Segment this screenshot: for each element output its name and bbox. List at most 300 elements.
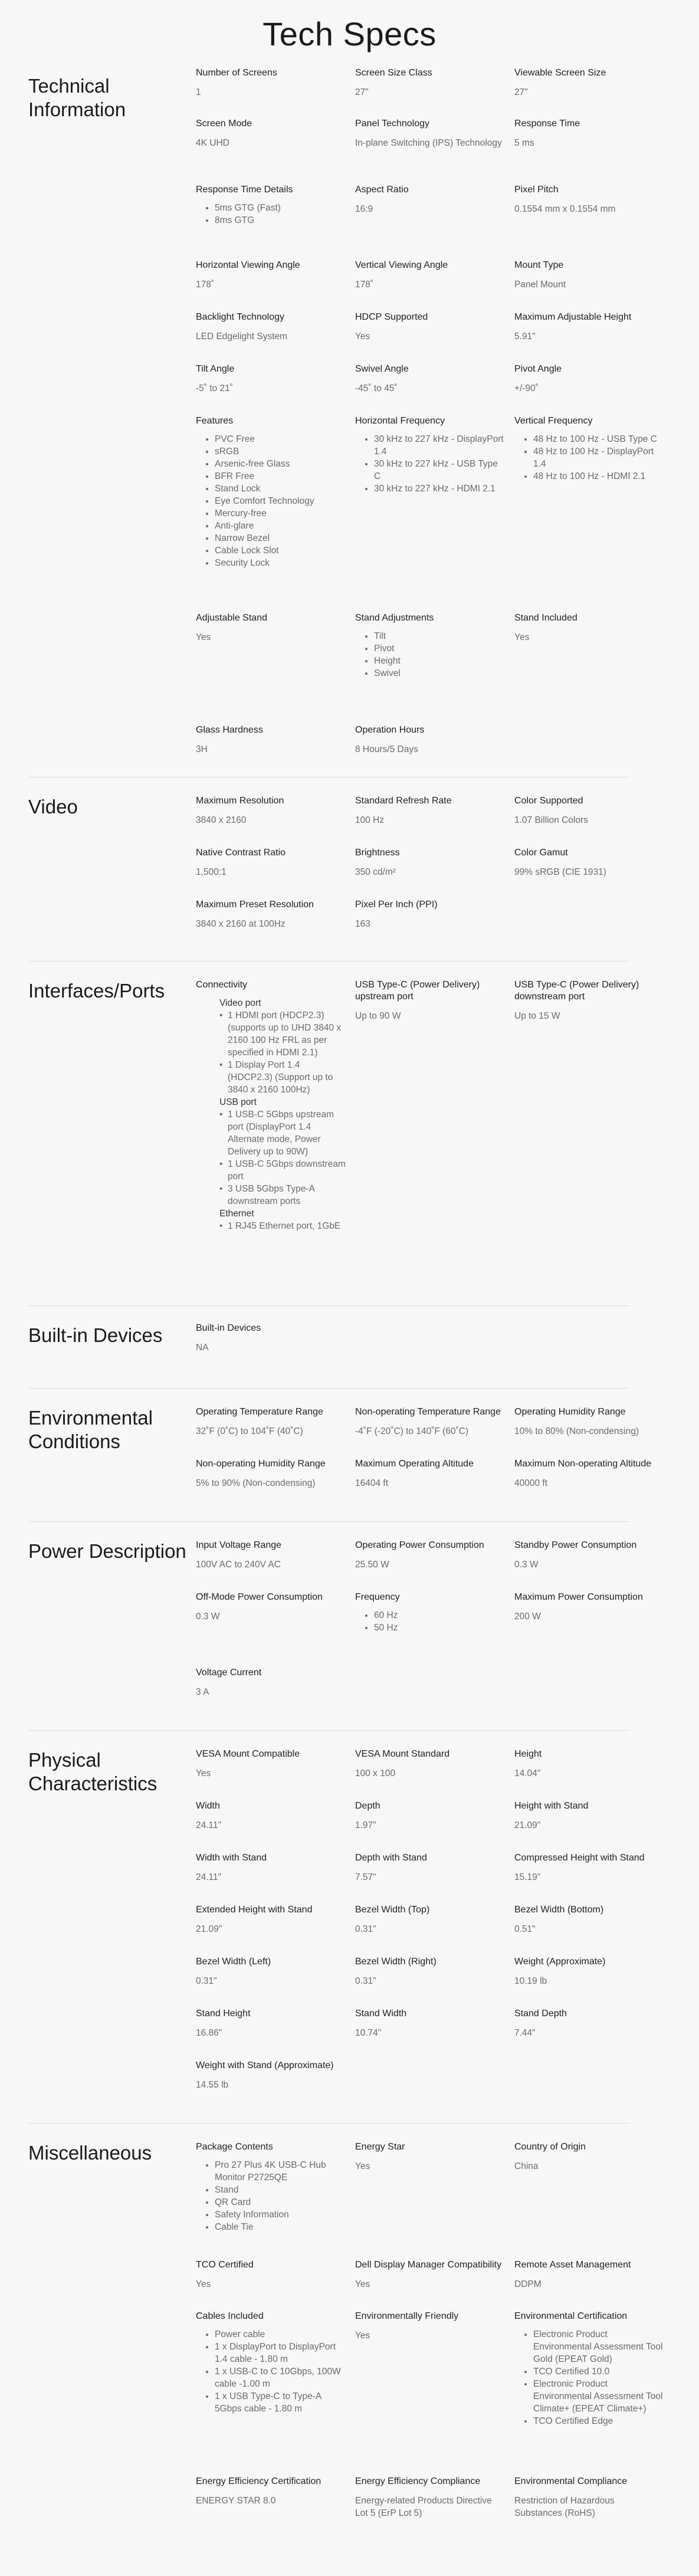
spec-label: Bezel Width (Left) xyxy=(196,1957,271,1967)
section-physical-characteristics xyxy=(28,1731,645,2124)
spec-value: 1.07 Billion Colors xyxy=(514,815,588,825)
spec-list xyxy=(514,433,665,483)
video-port-heading: Video port xyxy=(219,998,261,1008)
spec-off-mode-power xyxy=(196,1591,346,1623)
list-item: • Tilt xyxy=(374,630,506,642)
spec-label: Off-Mode Power Consumption xyxy=(196,1592,323,1602)
list-item: • Arsenic-free Glass xyxy=(215,458,346,470)
spec-value: 27" xyxy=(355,87,369,97)
section-title: Interfaces/Ports xyxy=(28,980,165,1002)
spec-value: 3840 x 2160 xyxy=(196,815,247,825)
spec-cables-included xyxy=(196,2311,346,2415)
spec-energy-efficiency-certification xyxy=(196,2476,346,2507)
spec-label: Maximum Non-operating Altitude xyxy=(514,1459,652,1469)
spec-value: 21.09" xyxy=(514,1820,541,1830)
spec-label: Response Time xyxy=(514,119,580,129)
spec-value: 100 x 100 xyxy=(355,1768,396,1778)
spec-backlight-technology xyxy=(196,311,346,343)
spec-label: Bezel Width (Right) xyxy=(355,1957,437,1967)
list-item: • 1 Display Port 1.4 (HDCP2.3) (Support up to 3840 x 2160 100Hz) xyxy=(219,1059,346,1096)
spec-label: Panel Technology xyxy=(355,119,430,129)
spec-value: -4˚F (-20˚C) to 140˚F (60˚C) xyxy=(355,1426,469,1436)
list-item: • Eye Comfort Technology xyxy=(215,495,346,507)
spec-label: Voltage Current xyxy=(196,1668,262,1678)
spec-value: 178˚ xyxy=(196,280,215,290)
spec-label: Pixel Per Inch (PPI) xyxy=(355,900,438,910)
spec-value: 163 xyxy=(355,919,370,929)
spec-label: Number of Screens xyxy=(196,68,277,78)
spec-response-time xyxy=(514,118,665,149)
spec-color-gamut xyxy=(514,847,665,878)
spec-label: Screen Size Class xyxy=(355,68,432,78)
spec-value: 0.3 W xyxy=(196,1612,220,1622)
spec-weight xyxy=(514,1956,665,1987)
spec-stand-adjustments xyxy=(355,612,506,680)
list-item: • 1 x USB Type-C to Type-A 5Gbps cable - 1.80 m xyxy=(215,2390,346,2415)
list-item: • 1 HDMI port (HDCP2.3) (supports up to UHD 3840 x 2160 100 Hz FRL as per specified in HDMI 2.1) xyxy=(219,1009,346,1059)
spec-width xyxy=(196,1800,346,1832)
spec-label: Depth xyxy=(355,1801,380,1811)
spec-stand-width xyxy=(355,2008,506,2039)
spec-ppi xyxy=(355,899,506,930)
spec-label: Response Time Details xyxy=(196,185,293,195)
spec-value: 7.57" xyxy=(355,1872,376,1882)
spec-value: LED Edgelight System xyxy=(196,332,288,342)
spec-label: HDCP Supported xyxy=(355,312,428,322)
list-item: • BFR Free xyxy=(215,470,346,483)
spec-value: 10.74" xyxy=(355,2028,382,2038)
spec-voltage-current xyxy=(196,1667,346,1698)
section-technical-information xyxy=(28,57,657,777)
spec-glass-hardness xyxy=(196,724,346,756)
spec-label: Stand Depth xyxy=(514,2009,567,2019)
list-item: • 1 USB-C 5Gbps upstream port (DisplayPort 1.4 Alternate mode, Power Delivery up to 90W) xyxy=(219,1108,346,1158)
list-item: • 48 Hz to 100 Hz - HDMI 2.1 xyxy=(533,470,665,483)
list-item: • Stand xyxy=(215,2184,346,2196)
spec-frequency xyxy=(355,1591,506,1634)
spec-value: Up to 90 W xyxy=(355,1011,401,1021)
spec-vertical-frequency xyxy=(514,415,665,483)
spec-number-of-screens xyxy=(196,67,346,99)
spec-label: Vertical Viewing Angle xyxy=(355,260,448,270)
spec-value: 21.09" xyxy=(196,1924,222,1934)
spec-label: Operating Humidity Range xyxy=(514,1407,626,1417)
spec-label: Input Voltage Range xyxy=(196,1540,282,1550)
usb-port-list xyxy=(196,1108,346,1207)
spec-label: Environmental Compliance xyxy=(514,2476,628,2486)
list-item: • Stand Lock xyxy=(215,483,346,495)
spec-label: Extended Height with Stand xyxy=(196,1905,313,1915)
spec-label: Stand Included xyxy=(514,613,577,623)
spec-label: Viewable Screen Size xyxy=(514,68,606,78)
list-item: • TCO Certified Edge xyxy=(533,2415,665,2427)
spec-label: Aspect Ratio xyxy=(355,185,409,195)
spec-swivel-angle xyxy=(355,363,506,395)
spec-value: ENERGY STAR 8.0 xyxy=(196,2496,276,2506)
spec-label: Environmental Certification xyxy=(514,2311,628,2321)
spec-label: Package Contents xyxy=(196,2142,273,2152)
spec-bezel-right xyxy=(355,1956,506,1987)
spec-value: 8 Hours/5 Days xyxy=(355,744,418,754)
list-item: • TCO Certified 10.0 xyxy=(533,2365,665,2378)
spec-value: Yes xyxy=(196,1768,211,1778)
spec-label: Maximum Preset Resolution xyxy=(196,900,314,910)
spec-max-resolution xyxy=(196,795,346,826)
spec-value: 3 A xyxy=(196,1687,209,1697)
ethernet-list xyxy=(196,1220,346,1232)
spec-vertical-viewing-angle xyxy=(355,260,506,291)
list-item: • 8ms GTG xyxy=(215,214,346,227)
spec-depth-with-stand xyxy=(355,1852,506,1883)
spec-label: Standard Refresh Rate xyxy=(355,796,452,806)
spec-label: Cables Included xyxy=(196,2311,264,2321)
spec-value: NA xyxy=(196,1343,209,1353)
spec-label: Features xyxy=(196,416,234,426)
spec-value: -5˚ to 21˚ xyxy=(196,383,233,393)
spec-value: 5 ms xyxy=(514,138,534,148)
spec-energy-star xyxy=(355,2141,506,2173)
spec-bezel-top xyxy=(355,1904,506,1935)
spec-value: Yes xyxy=(355,2161,370,2171)
spec-value: Yes xyxy=(355,2279,370,2289)
spec-color-supported xyxy=(514,795,665,826)
list-item: • QR Card xyxy=(215,2196,346,2209)
spec-label: Operation Hours xyxy=(355,725,425,735)
spec-label: Height with Stand xyxy=(514,1801,589,1811)
spec-country-of-origin xyxy=(514,2141,665,2173)
spec-label: Stand Width xyxy=(355,2009,407,2019)
spec-label: Maximum Resolution xyxy=(196,796,284,806)
spec-value: 100 Hz xyxy=(355,815,385,825)
spec-value: 16:9 xyxy=(355,204,373,214)
spec-value: 24.11" xyxy=(196,1872,222,1882)
spec-value: Up to 15 W xyxy=(514,1011,560,1021)
list-item: • 30 kHz to 227 kHz - USB Type C xyxy=(374,458,506,483)
spec-value: 24.11" xyxy=(196,1820,222,1830)
spec-value: 27" xyxy=(514,87,528,97)
spec-max-operating-altitude xyxy=(355,1458,506,1489)
spec-list xyxy=(196,2328,346,2415)
spec-value: 3H xyxy=(196,744,208,754)
spec-label: Horizontal Viewing Angle xyxy=(196,260,300,270)
spec-value: Yes xyxy=(514,632,530,642)
spec-label: VESA Mount Standard xyxy=(355,1749,450,1759)
spec-input-voltage xyxy=(196,1540,346,1571)
spec-label: Maximum Operating Altitude xyxy=(355,1459,474,1469)
spec-stand-included xyxy=(514,612,665,644)
list-item: • Power cable xyxy=(215,2328,346,2341)
spec-list xyxy=(196,2159,346,2233)
list-item: • Narrow Bezel xyxy=(215,532,346,544)
spec-value: In-plane Switching (IPS) Technology xyxy=(355,138,502,148)
spec-screen-size-class xyxy=(355,67,506,99)
spec-label: Pixel Pitch xyxy=(514,185,559,195)
list-item: • Safety Information xyxy=(215,2209,346,2221)
spec-remote-asset-management xyxy=(514,2259,665,2290)
spec-value: 0.1554 mm x 0.1554 mm xyxy=(514,204,616,214)
spec-label: Energy Star xyxy=(355,2142,405,2152)
spec-screen-mode xyxy=(196,118,346,149)
section-title: Built-in Devices xyxy=(28,1324,163,1346)
spec-label: Color Supported xyxy=(514,796,583,806)
spec-brightness xyxy=(355,847,506,878)
section-interfaces-ports xyxy=(28,962,639,1306)
video-port-list xyxy=(196,1009,346,1096)
spec-value: 4K UHD xyxy=(196,138,229,148)
section-title: Technical Information xyxy=(28,75,126,120)
spec-bezel-left xyxy=(196,1956,346,1987)
list-item: • Pro 27 Plus 4K USB-C Hub Monitor P2725QE xyxy=(215,2159,346,2184)
list-item: • 1 USB-C 5Gbps downstream port xyxy=(219,1158,346,1183)
spec-label: Horizontal Frequency xyxy=(355,416,445,426)
list-item: • 1 RJ45 Ethernet port, 1GbE xyxy=(219,1220,346,1232)
spec-label: Bezel Width (Top) xyxy=(355,1905,430,1915)
spec-value: 99% sRGB (CIE 1931) xyxy=(514,867,606,877)
spec-label: Bezel Width (Bottom) xyxy=(514,1905,604,1915)
list-item: • Cable Tie xyxy=(215,2221,346,2233)
spec-value: Panel Mount xyxy=(514,280,566,290)
spec-label: Maximum Power Consumption xyxy=(514,1592,643,1602)
spec-usbc-upstream xyxy=(355,979,506,1022)
list-item: • 30 kHz to 227 kHz - DisplayPort 1.4 xyxy=(374,433,506,458)
spec-value: 1.97" xyxy=(355,1820,376,1830)
spec-tilt-angle xyxy=(196,363,346,395)
list-item: • sRGB xyxy=(215,445,346,458)
section-video xyxy=(28,777,630,962)
spec-stand-depth xyxy=(514,2008,665,2039)
section-title: Physical Characteristics xyxy=(28,1749,157,1794)
list-item: • Anti-glare xyxy=(215,520,346,532)
spec-height xyxy=(514,1748,665,1780)
spec-label: Operating Power Consumption xyxy=(355,1540,484,1550)
spec-value: 0.31" xyxy=(355,1976,376,1986)
spec-operating-humidity xyxy=(514,1406,665,1438)
spec-value: 0.51" xyxy=(514,1924,536,1934)
spec-value: Restriction of Hazardous Substances (RoHS) xyxy=(514,2496,615,2518)
spec-value: 0.31" xyxy=(355,1924,376,1934)
section-title: Miscellaneous xyxy=(28,2142,152,2164)
spec-vesa-standard xyxy=(355,1748,506,1780)
list-item: • Electronic Product Environmental Assessment Tool Climate+ (EPEAT Climate+) xyxy=(533,2378,665,2415)
spec-value: 0.3 W xyxy=(514,1560,539,1570)
spec-environmentally-friendly xyxy=(355,2311,506,2342)
spec-value: 1,500:1 xyxy=(196,867,227,877)
spec-label: Stand Adjustments xyxy=(355,613,434,623)
spec-value: 15.19" xyxy=(514,1872,541,1882)
spec-width-with-stand xyxy=(196,1852,346,1883)
spec-usbc-downstream xyxy=(514,979,665,1022)
spec-depth xyxy=(355,1800,506,1832)
spec-label: Weight (Approximate) xyxy=(514,1957,606,1967)
spec-label: Dell Display Manager Compatibility xyxy=(355,2260,502,2270)
list-item: • 1 x DisplayPort to DisplayPort 1.4 cable - 1.80 m xyxy=(215,2341,346,2365)
spec-horizontal-frequency xyxy=(355,415,506,495)
spec-label: Tilt Angle xyxy=(196,364,235,374)
spec-label: Mount Type xyxy=(514,260,564,270)
ethernet-heading: Ethernet xyxy=(219,1209,254,1219)
spec-label: Color Gamut xyxy=(514,848,568,858)
spec-list xyxy=(355,433,506,495)
spec-label: Swivel Angle xyxy=(355,364,409,374)
spec-environmental-compliance xyxy=(514,2476,665,2519)
spec-label: Connectivity xyxy=(196,980,248,990)
spec-features xyxy=(196,415,346,569)
section-title: Environmental Conditions xyxy=(28,1407,153,1452)
spec-value: 7.44" xyxy=(514,2028,536,2038)
spec-value: +/-90˚ xyxy=(514,383,539,393)
spec-vesa-compatible xyxy=(196,1748,346,1780)
spec-label: Screen Mode xyxy=(196,119,252,129)
spec-pivot-angle xyxy=(514,363,665,395)
spec-max-power xyxy=(514,1591,665,1623)
spec-stand-height xyxy=(196,2008,346,2039)
list-item: • Security Lock xyxy=(215,557,346,569)
spec-response-time-details xyxy=(196,184,346,227)
spec-contrast-ratio xyxy=(196,847,346,878)
spec-value: 1 xyxy=(196,87,201,97)
spec-label: Adjustable Stand xyxy=(196,613,267,623)
spec-value: 14.04" xyxy=(514,1768,541,1778)
spec-value: 100V AC to 240V AC xyxy=(196,1560,281,1570)
spec-value: 3840 x 2160 at 100Hz xyxy=(196,919,285,929)
spec-operation-hours xyxy=(355,724,506,756)
spec-label: Height xyxy=(514,1749,542,1759)
list-item: • 3 USB 5Gbps Type-A downstream ports xyxy=(219,1183,346,1207)
section-environmental-conditions xyxy=(28,1389,652,1522)
spec-value: 200 W xyxy=(514,1612,541,1622)
spec-value: 40000 ft xyxy=(514,1478,548,1488)
section-title: Power Description xyxy=(28,1540,186,1562)
spec-value: -45˚ to 45˚ xyxy=(355,383,398,393)
usb-port-heading: USB port xyxy=(219,1097,257,1107)
spec-value: Yes xyxy=(355,332,370,342)
spec-label: Frequency xyxy=(355,1592,400,1602)
spec-standby-power xyxy=(514,1540,665,1571)
spec-built-in-devices xyxy=(196,1323,346,1354)
spec-value: 32˚F (0˚C) to 104˚F (40˚C) xyxy=(196,1426,303,1436)
list-item: • 48 Hz to 100 Hz - DisplayPort 1.4 xyxy=(533,445,665,470)
spec-horizontal-viewing-angle xyxy=(196,260,346,291)
spec-operating-power xyxy=(355,1540,506,1571)
spec-value: 14.55 lb xyxy=(196,2080,229,2090)
spec-list xyxy=(196,202,346,227)
list-item: • PVC Free xyxy=(215,433,346,445)
spec-environmental-certification xyxy=(514,2311,665,2427)
spec-label: Country of Origin xyxy=(514,2142,586,2152)
list-item: • Electronic Product Environmental Assessment Tool Gold (EPEAT Gold) xyxy=(533,2328,665,2365)
spec-value: Yes xyxy=(196,632,211,642)
spec-extended-height xyxy=(196,1904,346,1935)
spec-label: Non-operating Temperature Range xyxy=(355,1407,501,1417)
spec-list xyxy=(355,1609,506,1634)
spec-value: 5% to 90% (Non-condensing) xyxy=(196,1478,316,1488)
spec-hdcp-supported xyxy=(355,311,506,343)
spec-non-operating-humidity xyxy=(196,1458,346,1489)
spec-pixel-pitch xyxy=(514,184,665,215)
list-item: • Swivel xyxy=(374,667,506,680)
spec-value: Yes xyxy=(355,2331,370,2341)
spec-compressed-height xyxy=(514,1852,665,1883)
spec-weight-with-stand xyxy=(196,2060,346,2091)
spec-list xyxy=(196,433,346,569)
list-item: • Cable Lock Slot xyxy=(215,544,346,557)
spec-value: 0.31" xyxy=(196,1976,217,1986)
spec-refresh-rate xyxy=(355,795,506,826)
list-item: • Height xyxy=(374,655,506,667)
spec-value: 16.86" xyxy=(196,2028,222,2038)
spec-value: 350 cd/m² xyxy=(355,867,396,877)
spec-connectivity xyxy=(196,979,346,1232)
spec-value: China xyxy=(514,2161,539,2171)
spec-value: DDPM xyxy=(514,2279,542,2289)
list-item: • 5ms GTG (Fast) xyxy=(215,202,346,214)
spec-label: Width xyxy=(196,1801,220,1811)
spec-value: 16404 ft xyxy=(355,1478,389,1488)
spec-bezel-bottom xyxy=(514,1904,665,1935)
spec-label: Energy Efficiency Certification xyxy=(196,2476,321,2486)
list-item: • 50 Hz xyxy=(374,1622,506,1634)
spec-value: 25.50 W xyxy=(355,1560,389,1570)
spec-label: TCO Certified xyxy=(196,2260,254,2270)
spec-label: USB Type-C (Power Delivery) upstream port xyxy=(355,980,480,1002)
spec-max-preset-resolution xyxy=(196,899,346,930)
spec-list xyxy=(355,630,506,680)
section-power-description xyxy=(28,1522,643,1731)
list-item: • Pivot xyxy=(374,642,506,655)
list-item: • 1 x USB-C to C 10Gbps, 100W cable -1.00 m xyxy=(215,2365,346,2390)
spec-label: Operating Temperature Range xyxy=(196,1407,323,1417)
spec-label: VESA Mount Compatible xyxy=(196,1749,300,1759)
spec-value: 10% to 80% (Non-condensing) xyxy=(514,1426,639,1436)
list-item: • 48 Hz to 100 Hz - USB Type C xyxy=(533,433,665,445)
spec-energy-efficiency-compliance xyxy=(355,2476,506,2519)
spec-label: Brightness xyxy=(355,848,400,858)
spec-max-non-operating-altitude xyxy=(514,1458,665,1489)
spec-value: 178˚ xyxy=(355,280,374,290)
spec-label: Native Contrast Ratio xyxy=(196,848,286,858)
spec-label: Maximum Adjustable Height xyxy=(514,312,632,322)
spec-value: 10.19 lb xyxy=(514,1976,547,1986)
spec-value: Yes xyxy=(196,2279,211,2289)
spec-label: USB Type-C (Power Delivery) downstream port xyxy=(514,980,639,1002)
list-item: • 60 Hz xyxy=(374,1609,506,1622)
spec-value: 5.91" xyxy=(514,332,536,342)
section-miscellaneous xyxy=(28,2124,663,2539)
spec-label: Compressed Height with Stand xyxy=(514,1853,645,1863)
spec-label: Standby Power Consumption xyxy=(514,1540,637,1550)
spec-height-with-stand xyxy=(514,1800,665,1832)
section-title: Video xyxy=(28,796,78,818)
spec-label: Width with Stand xyxy=(196,1853,267,1863)
spec-panel-technology xyxy=(355,118,506,149)
spec-label: Backlight Technology xyxy=(196,312,285,322)
spec-label: Vertical Frequency xyxy=(514,416,593,426)
spec-tco-certified xyxy=(196,2259,346,2290)
spec-label: Built-in Devices xyxy=(196,1323,261,1333)
spec-mount-type xyxy=(514,260,665,291)
spec-non-operating-temperature xyxy=(355,1406,506,1438)
spec-package-contents xyxy=(196,2141,346,2233)
list-item: • 30 kHz to 227 kHz - HDMI 2.1 xyxy=(374,483,506,495)
spec-aspect-ratio xyxy=(355,184,506,215)
spec-label: Energy Efficiency Compliance xyxy=(355,2476,481,2486)
spec-label: Environmentally Friendly xyxy=(355,2311,459,2321)
list-item: • Mercury-free xyxy=(215,507,346,520)
spec-label: Remote Asset Management xyxy=(514,2260,631,2270)
section-built-in-devices xyxy=(28,1306,630,1389)
spec-max-adjustable-height xyxy=(514,311,665,343)
page-title: Tech Specs xyxy=(262,15,437,52)
